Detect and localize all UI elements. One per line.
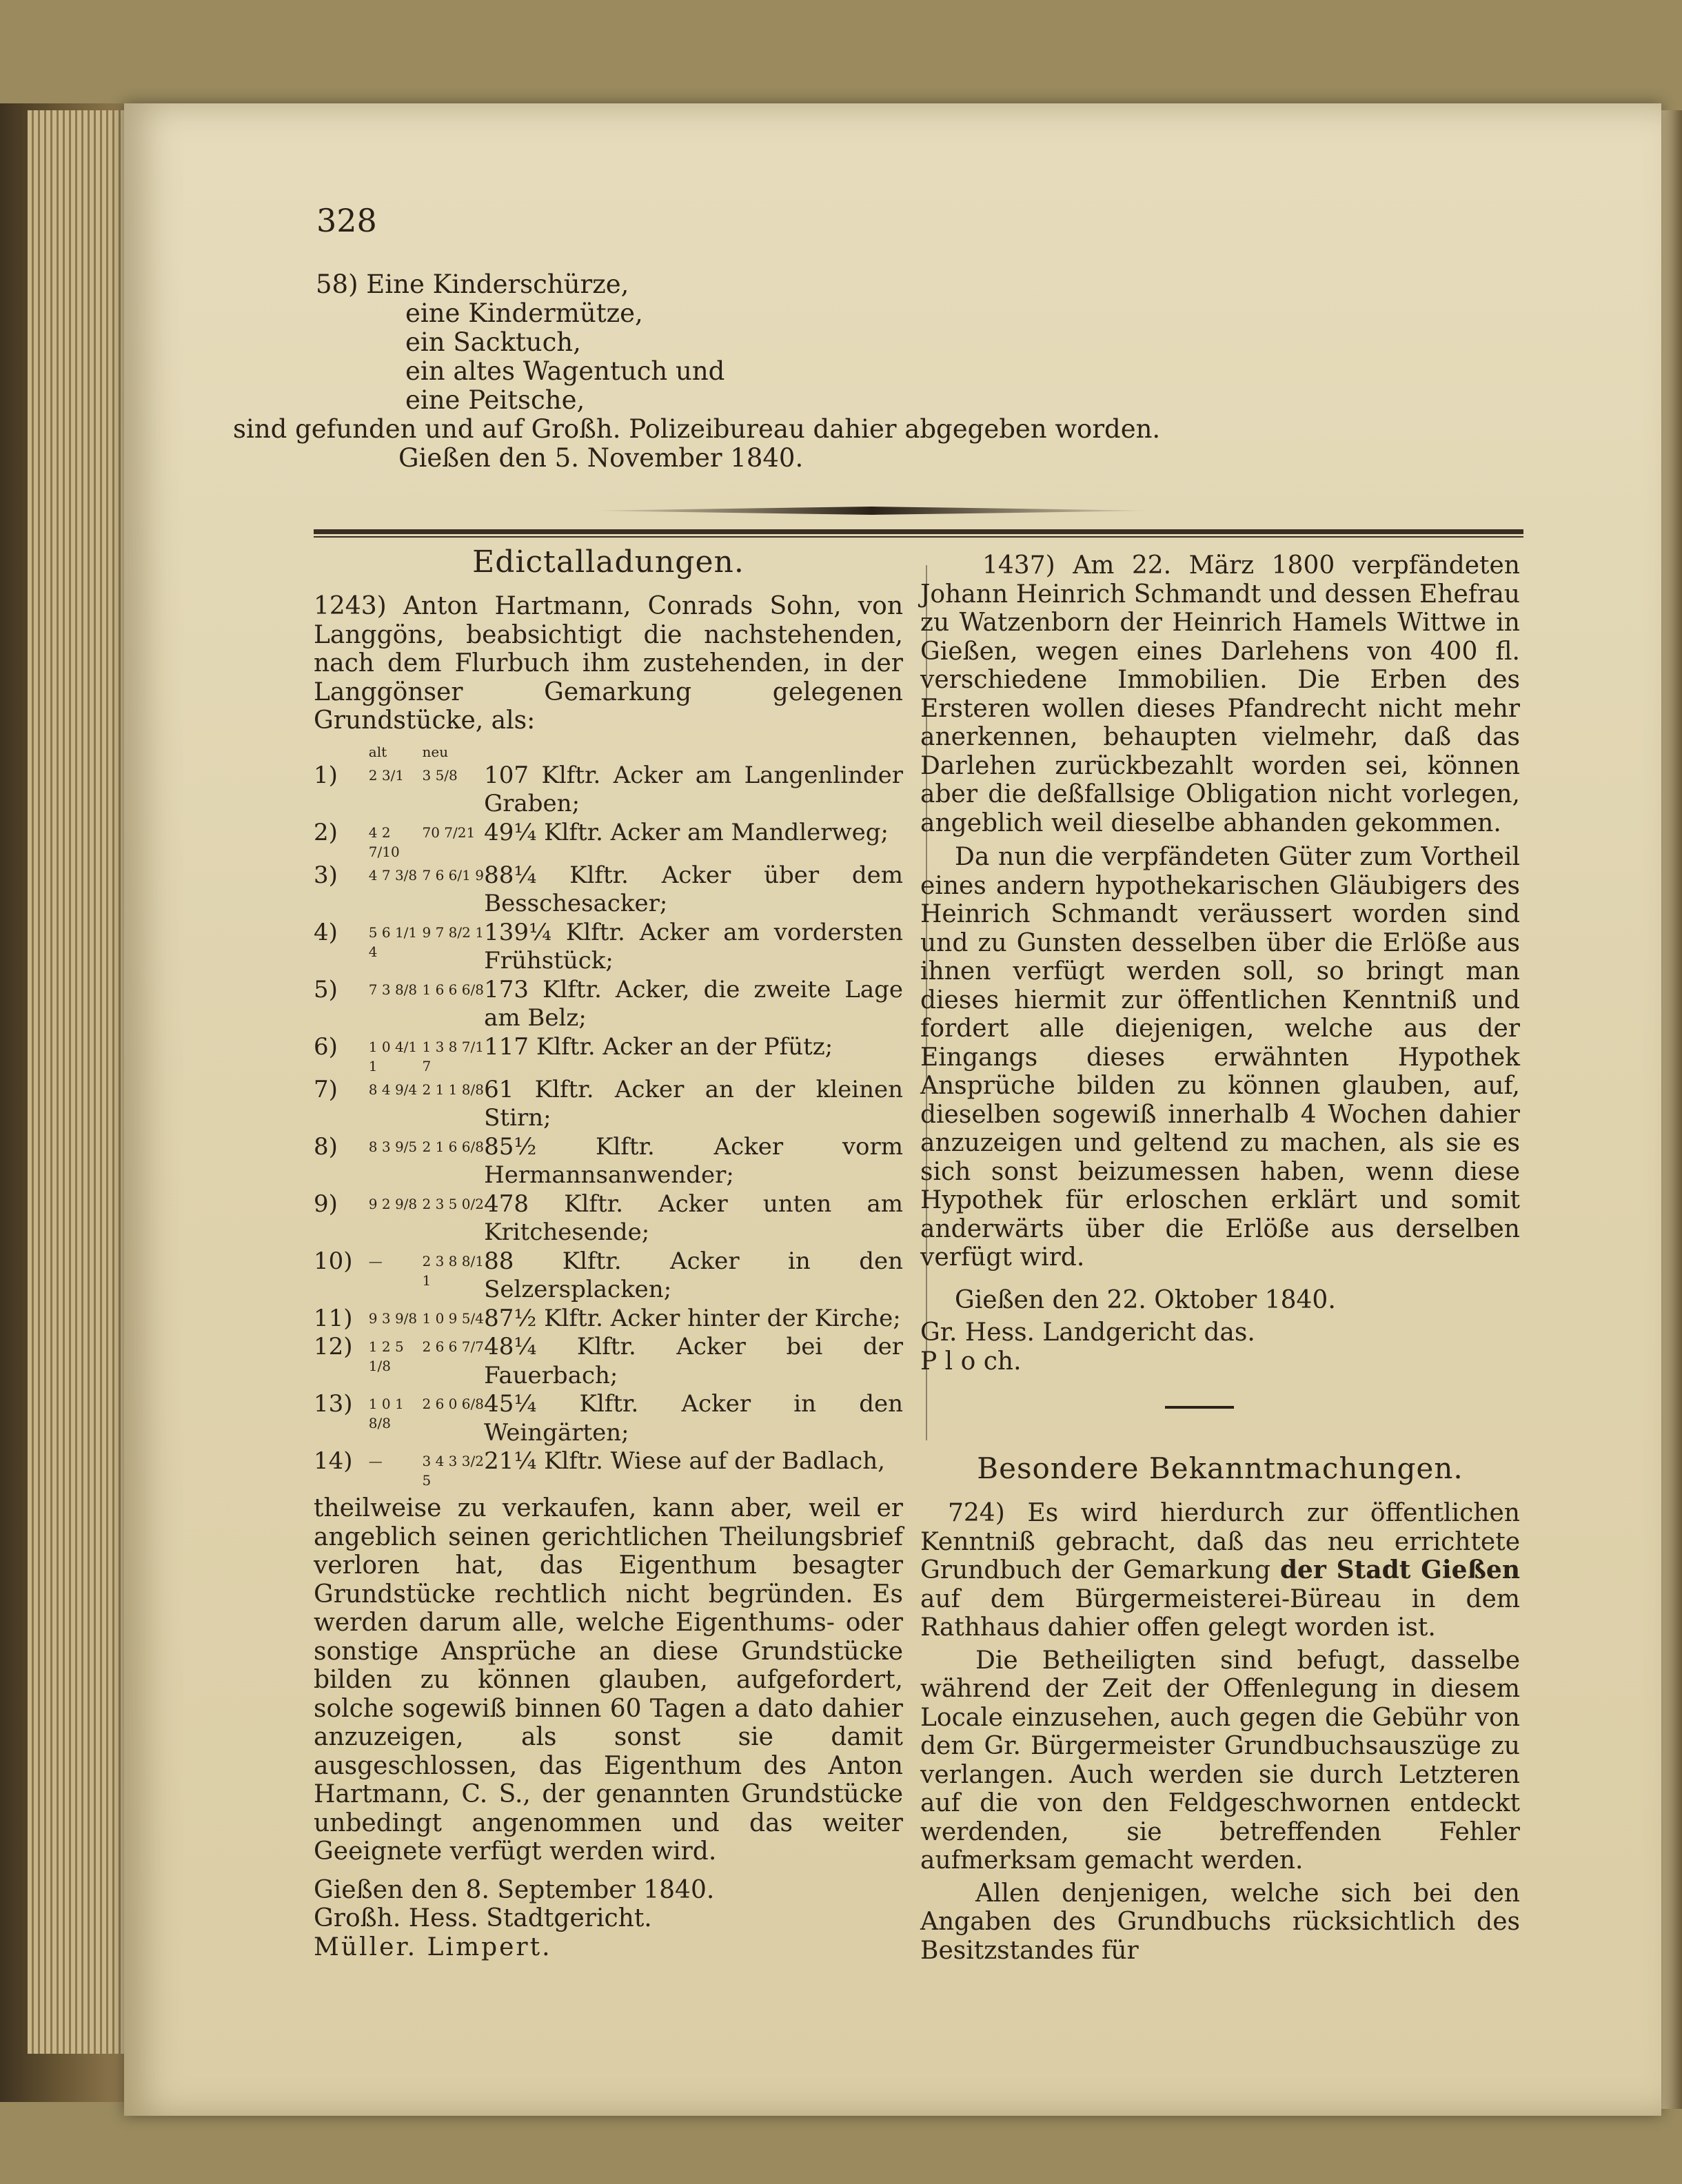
notice-58	[233, 269, 1177, 473]
notice-58-line: ein Sacktuch,	[405, 327, 581, 357]
notice-724-p1	[920, 1499, 1520, 1642]
parcel-description: 87½ Klftr. Acker hinter der Kirche;	[484, 1304, 901, 1332]
notice-1243-intro: 1243) Anton Hartmann, Conrads Sohn, von Langgöns, beabsichtigt die nachstehenden, nach dem Flurbuch ihm zustehenden, in der Langgönser Gemarkung gelegenen Grundstücke, als:	[314, 592, 903, 735]
parcel-table-header	[314, 738, 903, 762]
section-rule-thin	[314, 536, 1523, 538]
notice-58-line: eine Peitsche,	[405, 385, 585, 415]
parcel-old-number: 4 7 3/8	[368, 866, 418, 884]
notice-1437-p1: 1437) Am 22. März 1800 verpfändeten Johann Heinrich Schmandt und dessen Ehefrau zu Watzenborn der Heinrich Hamels Wittwe in Gießen, wegen eines Darlehens von 400 fl. verschiedene Immobilien. Die Erben des Ersteren wollen dieses Pfandrecht nicht mehr anerkennen, behaupten vielmehr, daß das Darlehen zurückbezahlt worden sei, können aber die deßfallsige Obligation nicht vorlegen, angeblich weil dieselbe abhanden gekommen.	[920, 551, 1520, 837]
parcel-description: 88 Klftr. Acker in den Selzersplacken;	[484, 1247, 903, 1303]
notice-724-p3: Allen denjenigen, welche sich bei den Angaben des Grundbuchs rücksichtlich des Besitzstandes für	[920, 1879, 1520, 1965]
parcel-row	[314, 1305, 903, 1334]
parcel-row	[314, 1390, 903, 1447]
parcel-row	[314, 1447, 903, 1490]
parcel-old-number: 2 3/1	[368, 766, 405, 784]
left-column	[314, 544, 903, 1961]
parcel-new-number: 3 5/8	[422, 766, 458, 784]
parcel-row	[314, 919, 903, 976]
parcel-number: 5)	[314, 975, 338, 1003]
ornamental-rule-small	[1165, 1406, 1234, 1409]
parcel-description: 49¼ Klftr. Acker am Mandlerweg;	[484, 818, 889, 846]
parcel-description: 21¼ Klftr. Wiese auf der Badlach,	[484, 1447, 885, 1475]
parcel-row	[314, 1076, 903, 1133]
notice-724-p2: Die Betheiligten sind befugt, dasselbe während der Zeit der Offenlegung in diesem Locale einzusehen, auch gegen die Gebühr von dem Gr. Bürgermeister Grundbuchsauszüge zu verlangen. Auch werden sie durch Letzteren auf die von den Feldgeschwornen entdeckt werdenden, sie betreffenden Fehler aufmerksam gemacht werden.	[920, 1646, 1520, 1875]
parcel-old-number: 8 4 9/4	[368, 1081, 418, 1098]
parcel-old-number: 1 2 5 1/8	[368, 1338, 404, 1374]
parcel-description: 478 Klftr. Acker unten am Kritchesende;	[484, 1190, 903, 1246]
parcel-description: 85½ Klftr. Acker vorm Hermannsanwender;	[484, 1132, 903, 1189]
parcel-number: 10)	[314, 1247, 353, 1275]
notice-1243-signatories: Müller. Limpert.	[314, 1932, 552, 1961]
notice-1437-court: Gr. Hess. Landgericht das.	[920, 1318, 1255, 1347]
parcel-number: 13)	[314, 1390, 353, 1418]
notice-58-line: 58) Eine Kinderschürze,	[316, 269, 629, 299]
parcel-number: 8)	[314, 1132, 338, 1161]
notice-1243-date: Gießen den 8. September 1840.	[314, 1875, 715, 1904]
notice-1437-signatory: P l o ch.	[920, 1347, 1022, 1376]
parcel-row	[314, 1333, 903, 1390]
parcel-new-number: 1 6 6 6/8	[422, 981, 484, 998]
parcel-row	[314, 1133, 903, 1190]
parcel-number: 9)	[314, 1190, 338, 1218]
parcel-number: 1)	[314, 761, 338, 789]
parcel-new-number: 1 3 8 7/1 7	[422, 1038, 484, 1074]
parcel-old-number: 9 2 9/8	[368, 1195, 418, 1212]
right-column	[920, 551, 1520, 1965]
parcel-old-number: —	[368, 1252, 383, 1269]
heading-besondere-bekanntmachungen: Besondere Bekanntmachungen.	[977, 1451, 1463, 1485]
notice-58-date: Gießen den 5. November 1840.	[398, 443, 804, 473]
parcel-row	[314, 976, 903, 1033]
parcel-old-number: —	[368, 1453, 383, 1469]
parcel-new-number: 9 7 8/2 1	[422, 923, 484, 941]
notice-724-text-b: auf dem Bürgermeisterei-Büreau in dem Rathhaus dahier offen gelegt worden ist.	[920, 1584, 1520, 1642]
parcel-row	[314, 762, 903, 819]
parcel-new-number: 2 1 6 6/8	[422, 1138, 484, 1155]
parcel-new-number: 7 6 6/1 9	[422, 866, 484, 884]
parcel-new-number: 2 6 6 7/7	[422, 1338, 484, 1355]
parcel-old-number: 8 3 9/5	[368, 1138, 418, 1155]
parcel-new-number: 3 4 3 3/2 5	[422, 1453, 484, 1489]
parcel-description: 139¼ Klftr. Acker am vordersten Frühstück;	[484, 918, 903, 974]
notice-1243-court: Großh. Hess. Stadtgericht.	[314, 1904, 652, 1932]
parcel-old-number: 5 6 1/1 4	[368, 923, 418, 960]
parcel-row	[314, 861, 903, 919]
parcel-old-number: 1 0 4/1 1	[368, 1038, 418, 1074]
parcel-description: 107 Klftr. Acker am Langenlinder Graben;	[484, 761, 903, 817]
parcel-row	[314, 1190, 903, 1247]
col-alt: alt	[368, 743, 387, 760]
parcel-old-number: 9 3 9/8	[368, 1309, 418, 1327]
parcel-number: 3)	[314, 861, 338, 889]
parcel-number: 14)	[314, 1447, 353, 1475]
parcel-description: 88¼ Klftr. Acker über dem Besschesacker;	[484, 861, 903, 917]
parcel-row	[314, 1033, 903, 1076]
parcel-old-number: 7 3 8/8	[368, 981, 418, 998]
parcel-old-number: 1 0 1 8/8	[368, 1396, 404, 1431]
notice-58-line: ein altes Wagentuch und	[405, 356, 725, 386]
parcel-description: 173 Klftr. Acker, die zweite Lage am Belz;	[484, 975, 903, 1032]
col-neu: neu	[422, 743, 449, 760]
parcel-new-number: 2 6 0 6/8	[422, 1396, 484, 1412]
notice-1243-body: theilweise zu verkaufen, kann aber, weil er angeblich seinen gerichtlichen Theilungsbrief verloren hat, das Eigenthum besagter Grundstücke rechtlich nicht begründen. Es werden darum alle, welche Eigenthums- oder sonstige Ansprüche an diese Grundstücke bilden zu können glauben, aufgefordert, solche sogewiß binnen 60 Tagen a dato dahier anzuzeigen, als sonst sie damit ausgeschlossen, das Eigenthum des Anton Hartmann, C. S., der genannten Grundstücke unbedingt angenommen und das weiter Geeignete verfügt werden wird.	[314, 1494, 903, 1866]
parcel-description: 48¼ Klftr. Acker bei der Fauerbach;	[484, 1333, 903, 1389]
parcel-new-number: 2 3 8 8/1 1	[422, 1252, 484, 1289]
section-rule	[314, 529, 1523, 534]
notice-1437-date: Gießen den 22. Oktober 1840.	[955, 1285, 1336, 1314]
parcel-number: 11)	[314, 1304, 353, 1332]
parcel-number: 12)	[314, 1333, 353, 1360]
notice-724-text-a: 724) Es wird hierdurch zur öffentlichen Kenntniß gebracht, daß das neu errichtete Grundbuch der Gemarkung	[920, 1499, 1520, 1584]
parcel-description: 117 Klftr. Acker an der Pfütz;	[484, 1032, 833, 1061]
parcel-old-number: 4 2 7/10	[368, 824, 400, 860]
page-number: 328	[316, 202, 377, 239]
heading-edictalladungen: Edictalladungen.	[472, 544, 744, 580]
parcel-number: 6)	[314, 1032, 338, 1061]
parcel-new-number: 70 7/21	[422, 824, 476, 841]
parcel-new-number: 2 3 5 0/2	[422, 1195, 484, 1212]
notice-1437-p2: Da nun die verpfändeten Güter zum Vortheil eines andern hypothekarischen Gläubigers des Heinrich Schmandt veräussert worden sind und zu Gunsten desselben über die Erlöße aus ihnen verfügt werden soll, so bringt man dieses hiermit zur öffentlichen Kenntniß und fordert alle diejenigen, welche aus der Eingangs dieses erwähnten Hypothek Ansprüche bilden zu können glauben, auf, dieselben sogewiß innerhalb 4 Wochen dahier anzuzeigen und geltend zu machen, als sie es sich sonst beizumessen haben, wenn diese Hypothek für erloschen erklärt und somit anderwärts über die Erlöße aus derselben verfügt wird.	[920, 843, 1520, 1272]
parcel-row	[314, 1247, 903, 1305]
parcel-number: 4)	[314, 918, 338, 946]
parcel-new-number: 2 1 1 8/8	[422, 1081, 484, 1098]
notice-58-line: sind gefunden und auf Großh. Polizeibureau dahier abgegeben worden.	[233, 414, 1161, 444]
parcel-number: 2)	[314, 818, 338, 846]
notice-724-emphasis: der Stadt Gießen	[1279, 1555, 1520, 1584]
parcel-row	[314, 819, 903, 861]
parcel-new-number: 1 0 9 5/4	[422, 1309, 484, 1327]
parcel-number: 7)	[314, 1075, 338, 1103]
parcel-table	[314, 738, 903, 1491]
parcel-description: 45¼ Klftr. Acker in den Weingärten;	[484, 1390, 903, 1447]
parcel-description: 61 Klftr. Acker an der kleinen Stirn;	[484, 1075, 903, 1132]
notice-58-line: eine Kindermütze,	[405, 298, 643, 328]
